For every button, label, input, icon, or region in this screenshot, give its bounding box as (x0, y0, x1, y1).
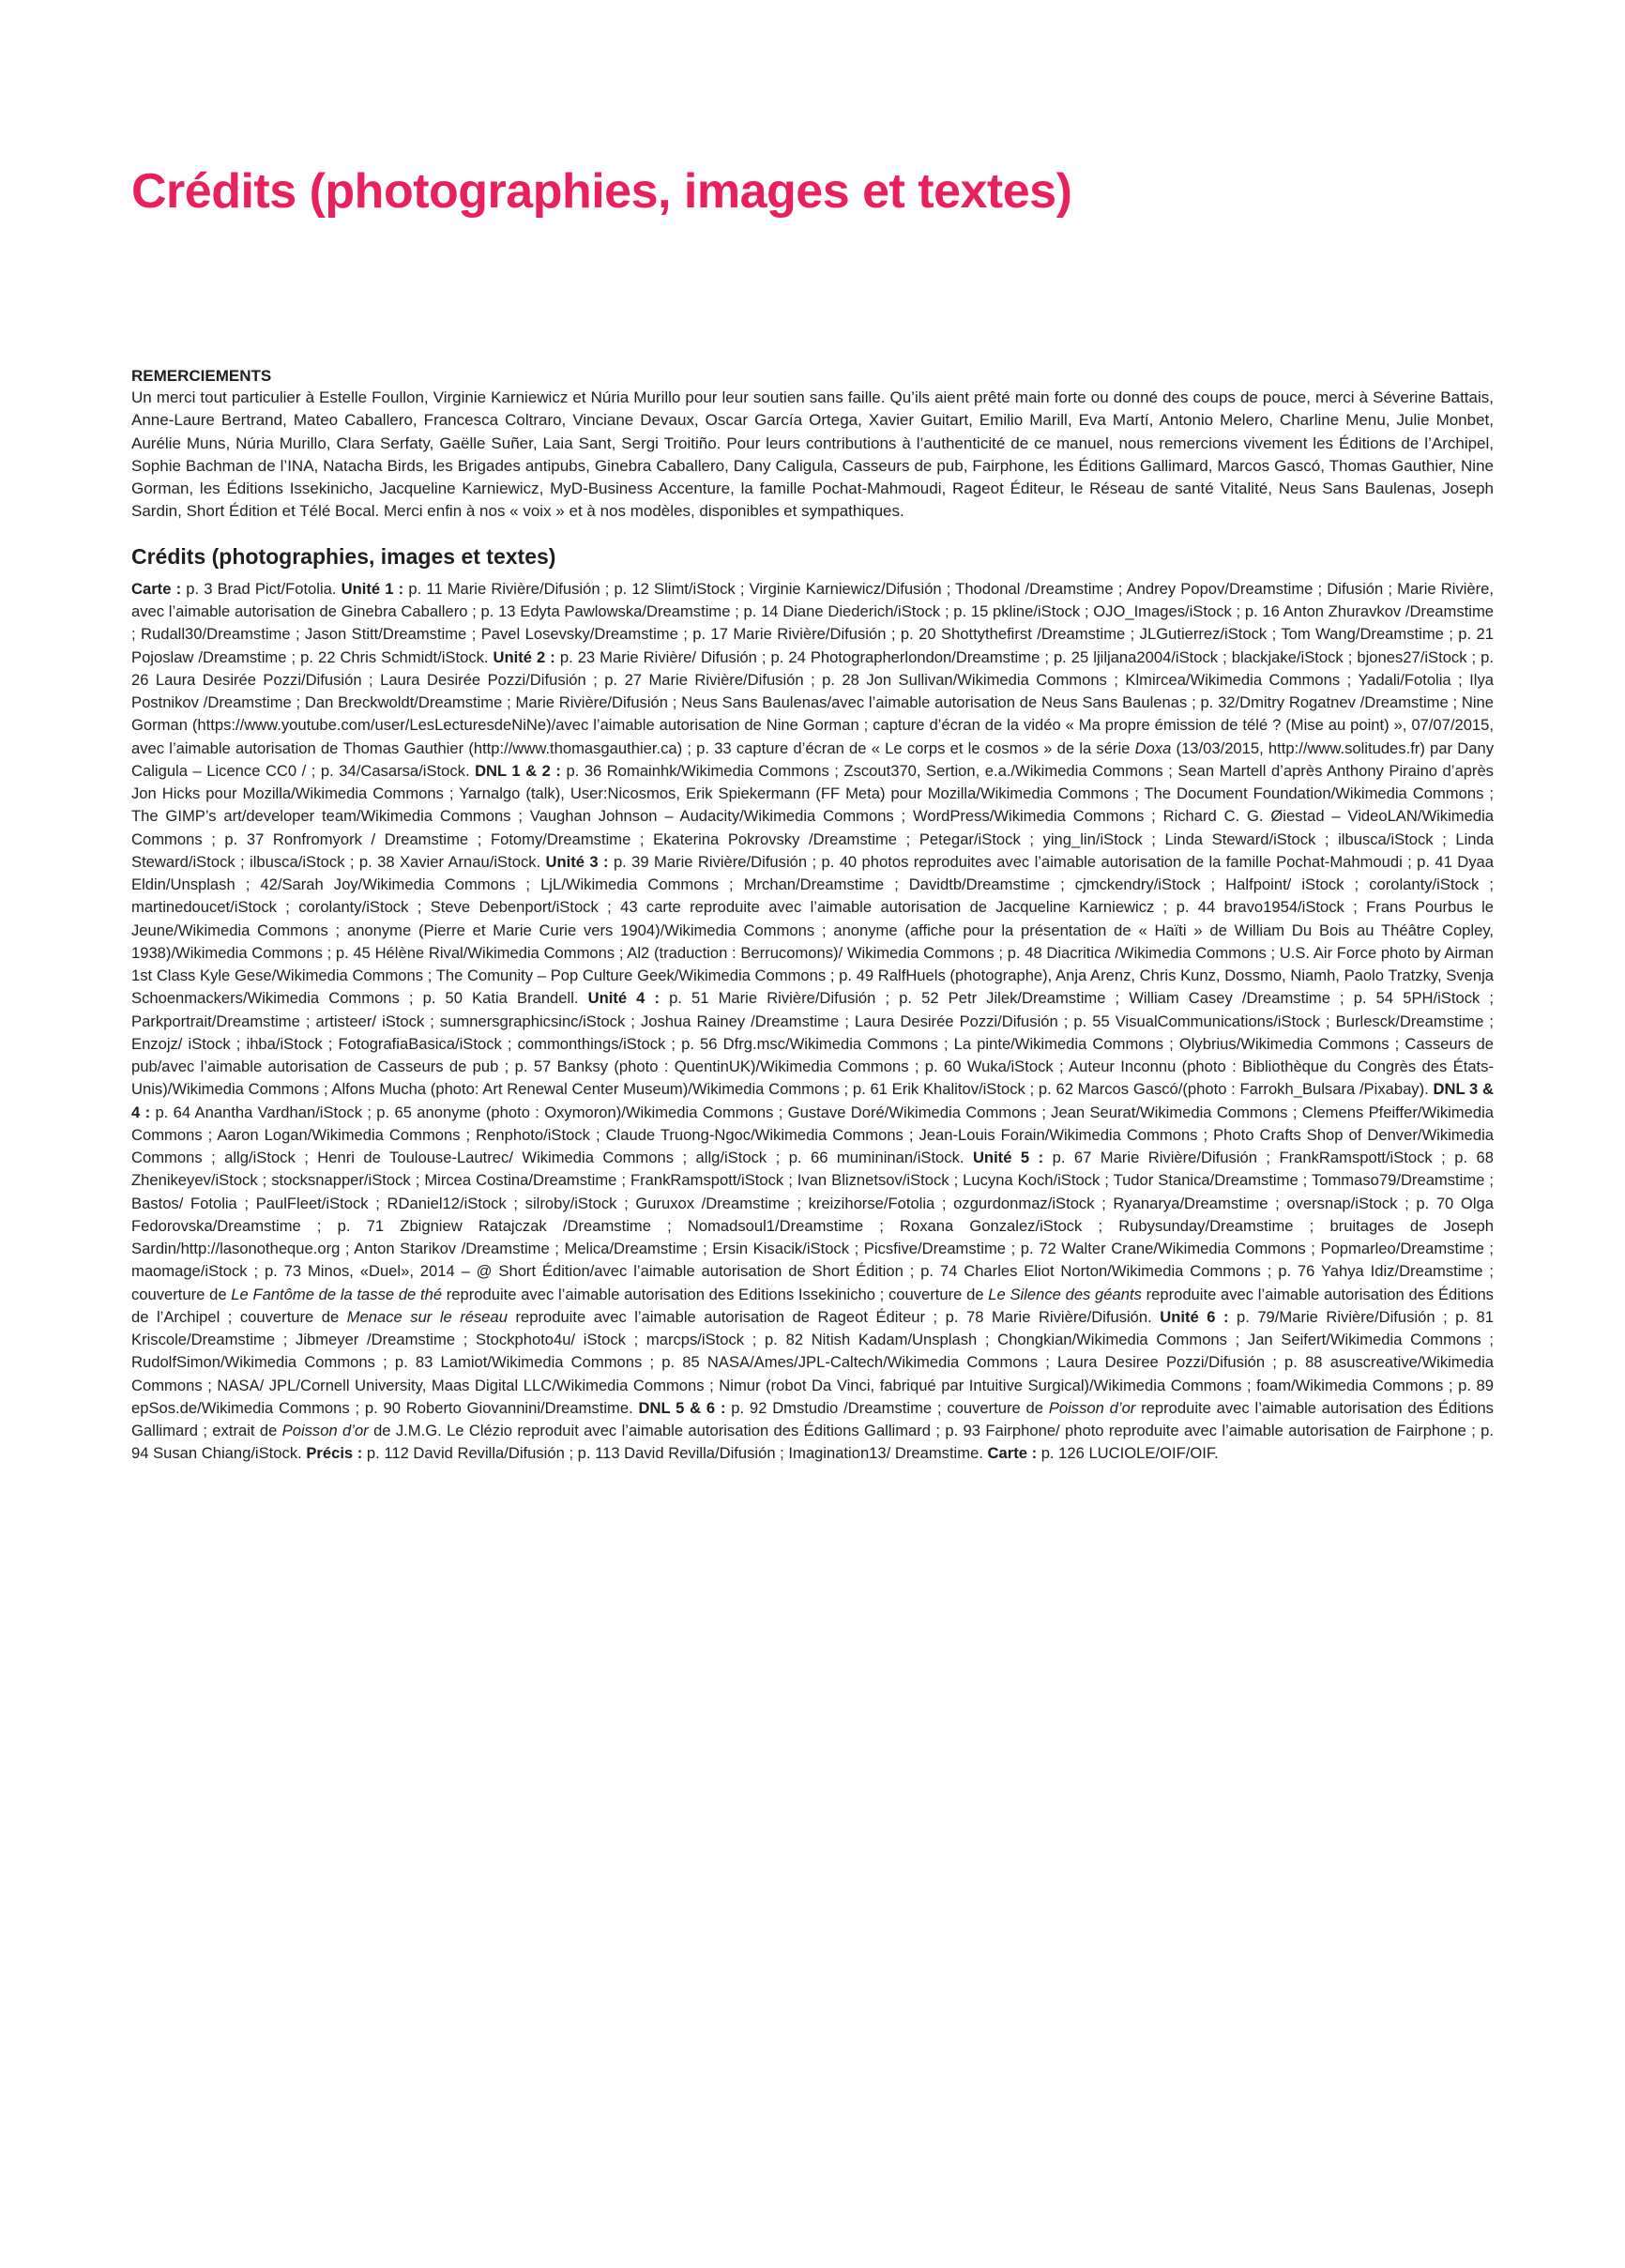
acknowledgements-text: Un merci tout particulier à Estelle Foullon, Virginie Karniewicz et Núria Murillo pour leur soutien sans faille. Qu’ils aient prêté main forte ou donné des coups de pouce, merci à Séverine Battais, Anne-Laure Bertrand, Mateo Caballero, Francesca Coltraro, Vinciane Devaux, Oscar García Ortega, Xavier Guitart, Emilio Marill, Eva Martí, Antonio Melero, Charline Menu, Julie Monbet, Aurélie Muns, Núria Murillo, Clara Serfaty, Gaëlle Suñer, Laia Sant, Sergi Troitiño. Pour leurs contributions à l’authenticité de ce manuel, nous remercions vivement les Éditions de l’Archipel, Sophie Bachman de l’INA, Natacha Birds, les Brigades antipubs, Ginebra Caballero, Dany Caligula, Casseurs de pub, Fairphone, les Éditions Gallimard, Marcos Gascó, Thomas Gauthier, Nine Gorman, les Éditions Issekinicho, Jacqueline Karniewicz, MyD-Business Accenture, la famille Pochat-Mahmoudi, Rageot Éditeur, le Réseau de santé Vitalité, Neus Sans Baulenas, Joseph Sardin, Short Édition et Télé Bocal. Merci enfin à nos « voix » et à nos modèles, disponibles et sympathiques. (131, 388, 1494, 521)
credits-section-label: Unité 3 : (545, 852, 609, 871)
credits-section-label: DNL 1 & 2 : (475, 761, 561, 780)
credits-entry-text: p. 126 LUCIOLE/OIF/OIF. (1037, 1444, 1219, 1463)
credits-work-title: Poisson d’or (281, 1422, 369, 1440)
credits-section-label: DNL 5 & 6 : (638, 1398, 726, 1417)
acknowledgements-section (131, 366, 1494, 524)
credits-entry-text: (13/03/2015, http://www.solitudes.fr) par Dany Caligula – Licence CC0 / ; p. 34/Casarsa/iStock. (131, 738, 1494, 780)
credits-entry-text: reproduite avec l’aimable autorisation des Éditions Gallimard ; extrait de (131, 1398, 1494, 1440)
credits-entry-text: p. 51 Marie Rivière/Difusión ; p. 52 Petr Jilek/Dreamstime ; William Casey /Dreamstime ; p. 54 5PH/iStock ; Parkportrait/Dreamstime ; artisteer/ iStock ; sumnersgraphicsinc/iStock ; Joshua Rainey /Dreamstime ; Laura Desirée Pozzi/Difusión ; p. 55 VisualCommunications/iStock ; Burlesck/Dreamstime ; Enzojz/ iStock ; ihba/iStock ; FotografiaBasica/iStock ; commonthings/iStock ; p. 56 Dfrg.msc/Wikimedia Commons ; La pinte/Wikimedia Commons ; Olybrius/Wikimedia Commons ; Casseurs de pub/avec l’aimable autorisation de Casseurs de pub ; p. 57 Banksy (photo : QuentinUK)/Wikimedia Commons ; p. 60 Wuka/iStock ; Auteur Inconnu (photo : Bibliothèque du Congrès des États-Unis)/Wikimedia Commons ; Alfons Mucha (photo: Art Renewal Center Museum)/Wikimedia Commons ; p. 61 Erik Khalitov/iStock ; p. 62 Marcos Gascó/(photo : Farrokh_Bulsara /Pixabay). (131, 989, 1495, 1099)
credits-entry-text: p. 11 Marie Rivière/Difusión ; p. 12 Slimt/iStock ; Virginie Karniewicz/Difusión ; Thodonal /Dreamstime ; Andrey Popov/Dreamstime ; Difusión ; Marie Rivière, avec l’aimable autorisation de Ginebra Caballero ; p. 13 Edyta Pawlowska/Dreamstime ; p. 14 Diane Diederich/iStock ; p. 15 pkline/iStock ; OJO_Images/iStock ; p. 16 Anton Zhuravkov /Dreamstime ; Rudall30/Dreamstime ; Jason Stitt/Dreamstime ; Pavel Losevsky/Dreamstime ; p. 17 Marie Rivière/Difusión ; p. 20 Shottythefirst /Dreamstime ; JLGutierrez/iStock ; Tom Wang/Dreamstime ; p. 21 Pojoslaw /Dreamstime ; p. 22 Chris Schmidt/iStock. (131, 579, 1495, 666)
credits-section-label: Unité 2 : (493, 647, 555, 666)
credits-heading: Crédits (photographies, images et textes) (131, 543, 556, 569)
credits-text (131, 578, 1494, 1466)
credits-work-title: Poisson d’or (1048, 1398, 1136, 1417)
credits-entry-text: reproduite avec l’aimable autorisation des Editions Issekinicho ; couverture de (442, 1285, 989, 1303)
page-title: Crédits (photographies, images et textes) (131, 164, 1072, 219)
credits-section (131, 542, 1494, 1466)
credits-entry-text: p. 3 Brad Pict/Fotolia. (181, 579, 342, 598)
credits-entry-text: reproduite avec l’aimable autorisation des Éditions de l’Archipel ; couverture de (131, 1285, 1494, 1326)
credits-work-title: Menace sur le réseau (346, 1307, 508, 1326)
credits-entry-text: p. 112 David Revilla/Difusión ; p. 113 David Revilla/Difusión ; Imagination13/ Dreamstime. (362, 1444, 988, 1463)
credits-entry-text: p. 36 Romainhk/Wikimedia Commons ; Zscout370, Sertion, e.a./Wikimedia Commons ; Sean Martell d’après Anthony Piraino d’après Jon Hicks pour Mozilla/Wikimedia Commons ; Yarnalgo (talk), User:Nicosmos, Erik Spiekermann (FF Meta) pour Mozilla/Wikimedia Commons ; The Document Foundation/Wikimedia Commons ; The GIMP’s art/developer team/Wikimedia Commons ; Vaughan Johnson – Audacity/Wikimedia Commons ; WordPress/Wikimedia Commons ; Richard C. G. Øiestad – VideoLAN/Wikimedia Commons ; p. 37 Ronfromyork / Dreamstime ; Fotomy/Dreamstime ; Ekaterina Pokrovsky /Dreamstime ; Petegar/iStock ; ying_lin/iStock ; Linda Steward/iStock ; ilbusca/iStock ; Linda Steward/iStock ; ilbusca/iStock ; p. 38 Xavier Arnau/iStock. (131, 761, 1494, 871)
credits-work-title: Le Fantôme de la tasse de thé (231, 1285, 443, 1303)
credits-entry-text: p. 67 Marie Rivière/Difusión ; FrankRamspott/iStock ; p. 68 Zhenikeyev/iStock ; stocksnapper/iStock ; Mircea Costina/Dreamstime ; FrankRamspott/iStock ; Ivan Bliznetsov/iStock ; Lucyna Koch/iStock ; Tudor Stanica/Dreamstime ; Tommaso79/Dreamstime ; Bastos/ Fotolia ; PaulFleet/iStock ; RDaniel12/iStock ; silroby/iStock ; Guruxox /Dreamstime ; kreizihorse/Fotolia ; ozgurdonmaz/iStock ; Ryanarya/Dreamstime ; oversnap/iStock ; p. 70 Olga Fedorovska/Dreamstime ; p. 71 Zbigniew Ratajczak /Dreamstime ; Nomadsoul1/Dreamstime ; Roxana Gonzalez/iStock ; Rubysunday/Dreamstime ; bruitages de Joseph Sardin/http://lasonotheque.org ; Anton Starikov /Dreamstime ; Melica/Dreamstime ; Ersin Kisacik/iStock ; Picsfive/Dreamstime ; p. 72 Walter Crane/Wikimedia Commons ; Popmarleo/Dreamstime ; maomage/iStock ; p. 73 Minos, «Duel», 2014 – @ Short Édition/avec l’aimable autorisation de Short Édition ; p. 74 Charles Eliot Norton/Wikimedia Commons ; p. 76 Yahya Idiz/Dreamstime ; couverture de (131, 1149, 1495, 1303)
credits-work-title: Le Silence des géants (988, 1285, 1142, 1303)
credits-section-label: Carte : (987, 1444, 1038, 1463)
content (131, 366, 1494, 1466)
credits-section-label: Unité 4 : (587, 989, 661, 1008)
credits-entry-text: p. 23 Marie Rivière/ Difusión ; p. 24 Photographerlondon/Dreamstime ; p. 25 ljiljana2004/iStock ; blackjake/iStock ; bjones27/iStock ; p. 26 Laura Desirée Pozzi/Difusión ; Laura Desirée Pozzi/Difusión ; p. 27 Marie Rivière/Difusión ; p. 28 Jon Sullivan/Wikimedia Commons ; Klmircea/Wikimedia Commons ; Yadali/Fotolia ; Ilya Postnikov /Dreamstime ; Dan Breckwoldt/Dreamstime ; Marie Rivière/Difusión ; Neus Sans Baulenas/avec l’aimable autorisation de Neus Sans Baulenas ; p. 32/Dmitry Rogatnev /Dreamstime ; Nine Gorman (https://www.youtube.com/user/LesLecturesdeNiNe)/avec l’aimable autorisation de Nine Gorman ; capture d’écran de la vidéo « Ma propre émission de télé ? (Mise au point) », 07/07/2015, avec l’aimable autorisation de Thomas Gauthier (http://www.thomasgauthier.ca) ; p. 33 capture d’écran de « Le corps et le cosmos » de la série (131, 647, 1494, 757)
credits-section-label: Précis : (306, 1444, 363, 1463)
credits-entry-text: p. 79/Marie Rivière/Difusión ; p. 81 Kriscole/Dreamstime ; Jibmeyer /Dreamstime ; Stockphoto4u/ iStock ; marcps/iStock ; p. 82 Nitish Kadam/Unsplash ; Chongkian/Wikimedia Commons ; Jan Seifert/Wikimedia Commons ; RudolfSimon/Wikimedia Commons ; p. 83 Lamiot/Wikimedia Commons ; p. 85 NASA/Ames/JPL-Caltech/Wikimedia Commons ; Laura Desiree Pozzi/Difusión ; p. 88 asuscreative/Wikimedia Commons ; NASA/ JPL/Cornell University, Maas Digital LLC/Wikimedia Commons ; Nimur (robot Da Vinci, fabriqué par Intuitive Surgical)/Wikimedia Commons ; foam/Wikimedia Commons ; p. 89 epSos.de/Wikimedia Commons ; p. 90 Roberto Giovannini/Dreamstime. (131, 1307, 1494, 1417)
credits-entry-text: p. 64 Anantha Vardhan/iStock ; p. 65 anonyme (photo : Oxymoron)/Wikimedia Commons ; Gustave Doré/Wikimedia Commons ; Jean Seurat/Wikimedia Commons ; Clemens Pfeiffer/Wikimedia Commons ; Aaron Logan/Wikimedia Commons ; Renphoto/iStock ; Claude Truong-Ngoc/Wikimedia Commons ; Jean-Louis Forain/Wikimedia Commons ; Photo Crafts Shop of Denver/Wikimedia Commons ; allg/iStock ; Henri de Toulouse-Lautrec/ Wikimedia Commons ; allg/iStock ; p. 66 mumininan/iStock. (131, 1103, 1494, 1167)
credits-entry-text: de J.M.G. Le Clézio reproduit avec l’aimable autorisation des Éditions Gallimard ; p. 93 Fairphone/ photo reproduite avec l’aimable autorisation de Fairphone ; p. 94 Susan Chiang/iStock. (131, 1422, 1494, 1463)
credits-entry-text: p. 39 Marie Rivière/Difusión ; p. 40 photos reproduites avec l’aimable autorisation de la famille Pochat-Mahmoudi ; p. 41 Dyaa Eldin/Unsplash ; 42/Sarah Joy/Wikimedia Commons ; LjL/Wikimedia Commons ; Mrchan/Dreamstime ; Davidtb/Dreamstime ; cjmckendry/iStock ; Halfpoint/ iStock ; corolanty/iStock ; martinedoucet/iStock ; corolanty/iStock ; Steve Debenport/iStock ; 43 carte reproduite avec l’aimable autorisation de Jacqueline Karniewicz ; p. 44 bravo1954/iStock ; Frans Pourbus le Jeune/Wikimedia Commons ; anonyme (Pierre et Marie Curie vers 1904)/Wikimedia Commons ; anonyme (affiche pour la présentation de « Haïti » de William Du Bois au Théâtre Copley, 1938)/Wikimedia Commons ; p. 45 Hélène Rival/Wikimedia Commons ; Al2 (traduction : Berrucomons)/ Wikimedia Commons ; p. 48 Diacritica /Wikimedia Commons ; U.S. Air Force photo by Airman 1st Class Kyle Gese/Wikimedia Commons ; The Comunity – Pop Culture Geek/Wikimedia Commons ; p. 49 RalfHuels (photographe), Anja Arenz, Chris Kunz, Dossmo, Niamh, Paolo Tratzky, Svenja Schoenmackers/Wikimedia Commons ; p. 50 Katia Brandell. (131, 852, 1494, 1008)
credits-section-label: Carte : (131, 579, 182, 598)
acknowledgements-heading: REMERCIEMENTS (131, 367, 272, 385)
credits-section-label: Unité 6 : (1160, 1307, 1229, 1326)
credits-section-label: Unité 5 : (972, 1149, 1044, 1167)
credits-work-title: Doxa (1134, 738, 1172, 757)
credits-section-label: Unité 1 : (341, 579, 404, 598)
credits-entry-text: reproduite avec l’aimable autorisation de Rageot Éditeur ; p. 78 Marie Rivière/Difusión. (507, 1307, 1161, 1326)
credits-section-label: DNL 3 & 4 : (131, 1080, 1494, 1121)
credits-entry-text: p. 92 Dmstudio /Dreamstime ; couverture de (725, 1398, 1049, 1417)
